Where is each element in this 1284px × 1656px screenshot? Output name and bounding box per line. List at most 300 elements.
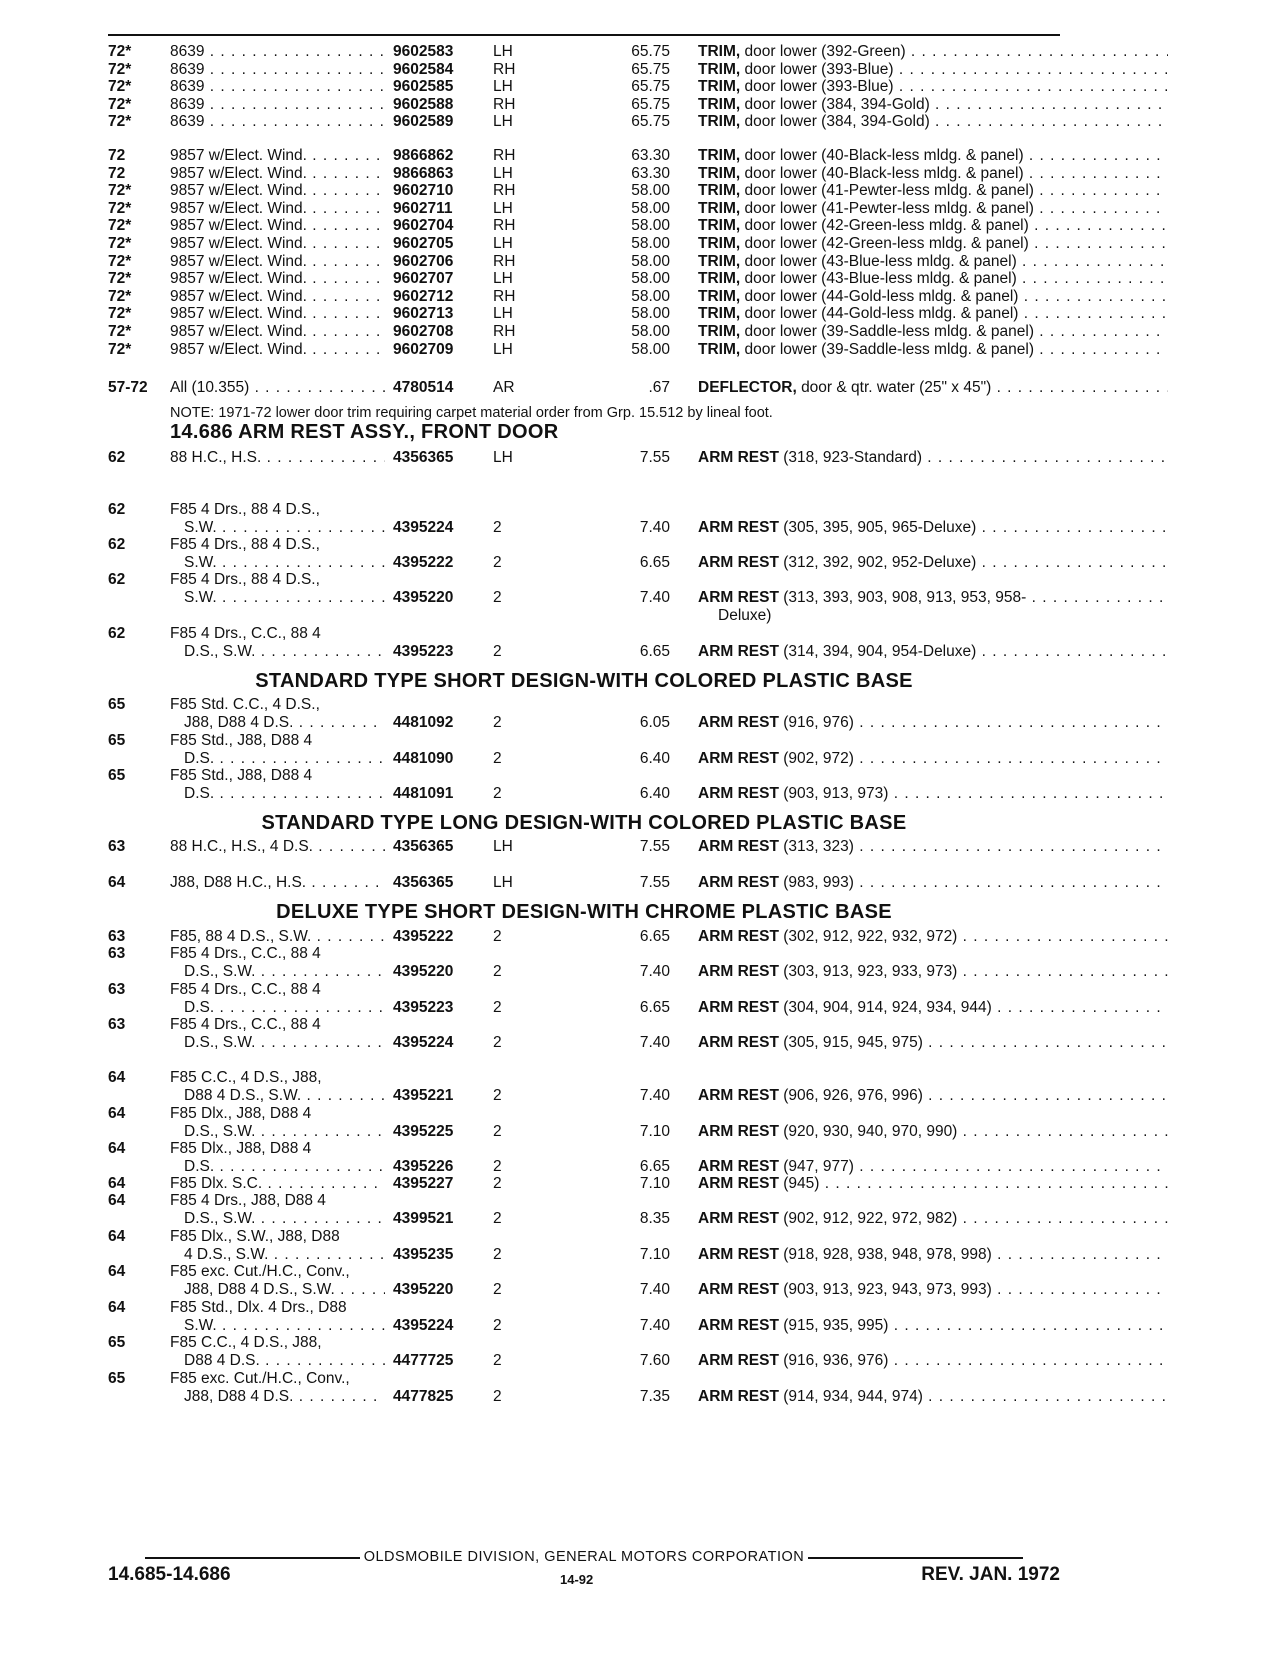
model-year: 72* [108,95,132,113]
application: 9857 w/Elect. Wind. . . . [170,269,385,289]
parts-row-continued [108,1369,1068,1389]
model-year: 72* [108,217,132,235]
part-number: 4395224 [393,1316,454,1334]
application: S.W. . . . [184,553,385,573]
part-number: 4356365 [393,449,454,466]
price: 6.40 [639,749,670,767]
parts-row-continued [108,1015,1068,1035]
application: 8639 . . . [170,95,385,115]
part-detail: door lower (42-Green-less mldg. & panel) [744,235,1029,252]
application: D88 4 D.S., S.W. . . . [184,1086,385,1106]
part-number: 4780514 [393,379,454,396]
quantity: 2 [493,928,502,945]
quantity: LH [493,449,513,466]
application: J88, D88 H.C., H.S. . . . [170,873,385,893]
description [698,873,1168,893]
part-number: 9602705 [393,235,454,252]
quantity: 2 [493,749,502,767]
application: 9857 w/Elect. Wind. . . . [170,252,385,272]
description [698,378,1168,398]
description [698,112,1168,132]
part-title: ARM REST [698,838,779,855]
part-number: 4395220 [393,589,454,606]
price: 6.05 [639,714,670,731]
part-title: ARM REST [698,1034,779,1051]
price: 7.40 [639,519,670,536]
application-line-1: F85 exc. Cut./H.C., Conv., [170,1263,350,1280]
quantity: LH [493,235,513,252]
quantity: LH [493,43,513,60]
part-number: 4395222 [393,554,454,571]
application-line-1: F85 exc. Cut./H.C., Conv., [170,1369,350,1387]
price: 7.35 [639,1387,670,1405]
part-title: ARM REST [698,1316,779,1334]
part-title: TRIM, [698,217,741,235]
part-title: ARM REST [698,554,779,571]
quantity: LH [493,340,513,358]
parts-row [108,340,1068,360]
application-line-1: F85 4 Drs., C.C., 88 4 [170,980,321,998]
note-text: NOTE: 1971-72 lower door trim requiring carpet material order from Grp. 15.512 by lineal foot. [170,405,773,421]
part-detail: door lower (393-Blue) [744,78,894,96]
parts-row-continued [108,1191,1068,1211]
model-year: 72* [108,340,132,358]
application-line-1: F85 4 Drs., 88 4 D.S., [170,571,320,588]
part-number: 9602706 [393,252,454,270]
part-title: ARM REST [698,1245,779,1263]
quantity: 2 [493,589,502,606]
part-title: TRIM, [698,147,741,164]
part-detail: (903, 913, 923, 943, 973, 993) [783,1281,992,1298]
application-line-1: F85 Dlx., J88, D88 4 [170,1104,312,1122]
price: 6.65 [639,1158,670,1175]
part-detail: (313, 393, 903, 908, 913, 953, 958- [783,589,1027,606]
description [698,448,1168,468]
part-detail: door lower (393-Blue) [744,60,894,78]
part-number: 4395220 [393,1281,454,1298]
model-year: 63 [108,980,126,998]
model-year: 72* [108,287,132,305]
part-detail: door lower (39-Saddle-less mldg. & panel) [744,340,1034,358]
price: 7.40 [639,589,670,606]
application-line-1: F85 Std., Dlx. 4 Drs., D88 [170,1298,347,1316]
quantity: RH [493,147,516,164]
part-title: ARM REST [698,1210,779,1227]
model-year: 72* [108,113,132,131]
model-year: 64 [108,1298,126,1316]
parts-row-continued [108,695,1068,715]
parts-row [108,378,1068,398]
parts-row [108,837,1068,857]
part-title: TRIM, [698,305,741,323]
application: J88, D88 4 D.S., S.W. . . . [184,1280,385,1300]
part-detail: door lower (44-Gold-less mldg. & panel) [744,305,1019,323]
model-year: 64 [108,1263,126,1280]
part-title: ARM REST [698,928,779,945]
quantity: LH [493,199,513,217]
parts-row-continued [108,1068,1068,1088]
quantity: 2 [493,1158,502,1175]
quantity: LH [493,270,513,288]
application-line-1: F85 Dlx., S.W., J88, D88 [170,1227,340,1245]
part-number: 4395221 [393,1087,454,1104]
parts-row-continued [108,1104,1068,1124]
part-detail: door & qtr. water (25" x 45") [801,379,992,396]
application: J88, D88 4 D.S. . . . [184,1387,385,1407]
part-detail: (304, 904, 914, 924, 934, 944) [783,998,992,1016]
quantity: 2 [493,785,502,802]
application: S.W. . . . [184,518,385,538]
price: 65.75 [631,95,670,113]
quantity: RH [493,182,516,200]
application: 9857 w/Elect. Wind. . . . [170,164,385,184]
part-title: TRIM, [698,270,741,288]
part-detail: (983, 993) [783,874,854,891]
quantity: 2 [493,554,502,571]
part-title: TRIM, [698,182,741,200]
quantity: RH [493,323,516,340]
price: 58.00 [631,235,670,252]
part-detail: door lower (43-Blue-less mldg. & panel) [744,270,1017,288]
quantity: AR [493,379,515,396]
part-number: 9602589 [393,113,454,131]
application: F85, 88 4 D.S., S.W. . . . [170,927,385,947]
part-detail: (313, 323) [783,838,854,855]
part-title: TRIM, [698,199,741,217]
part-title: ARM REST [698,1352,779,1369]
application-line-1: F85 4 Drs., 88 4 D.S., [170,501,320,518]
parts-row-continued [108,1333,1068,1353]
application-line-1: F85 4 Drs., C.C., 88 4 [170,1016,321,1033]
part-title: TRIM, [698,113,741,131]
footer-group-range: 14.685-14.686 [108,1564,231,1585]
part-detail: door lower (44-Gold-less mldg. & panel) [744,287,1019,305]
part-number: 4481091 [393,785,454,802]
description [698,837,1168,857]
application: D.S. . . . [184,784,385,804]
part-title: ARM REST [698,519,779,536]
price: 6.65 [639,554,670,571]
model-year: 72* [108,235,132,252]
model-year: 72* [108,60,132,78]
application: 9857 w/Elect. Wind. . . . [170,199,385,219]
parts-row [108,1033,1068,1053]
part-title: DEFLECTOR, [698,379,797,396]
part-detail: (902, 972) [783,749,854,767]
description-line-2: Deluxe) [718,607,772,624]
application: 9857 w/Elect. Wind. . . . [170,146,385,166]
application: 8639 . . . [170,112,385,132]
part-number: 9602713 [393,305,454,323]
description [698,1033,1168,1053]
parts-row-continued [108,980,1068,1000]
part-detail: (906, 926, 976, 996) [783,1087,923,1104]
model-year: 62 [108,571,126,588]
part-detail: door lower (40-Black-less mldg. & panel) [744,164,1024,182]
application: 9857 w/Elect. Wind. . . . [170,304,385,324]
parts-row-continued [108,570,1068,590]
parts-row-continued [108,535,1068,555]
parts-row-continued [108,944,1068,964]
parts-row [108,112,1068,132]
part-detail: (947, 977) [783,1158,854,1175]
model-year: 72* [108,252,132,270]
application: D.S. . . . [184,1157,385,1177]
quantity: RH [493,60,516,78]
part-detail: door lower (392-Green) [744,43,906,60]
model-year: 72 [108,164,126,182]
part-title: ARM REST [698,785,779,802]
part-title: TRIM, [698,252,741,270]
price: 58.00 [631,340,670,358]
application: D.S. . . . [184,998,385,1018]
part-detail: (915, 935, 995) [783,1316,889,1334]
model-year: 72 [108,147,126,164]
price: 65.75 [631,43,670,60]
model-year: 72* [108,305,132,323]
part-number: 4399521 [393,1210,454,1227]
application: 9857 w/Elect. Wind. . . . [170,287,385,307]
part-number: 4395226 [393,1158,454,1175]
parts-row-continued [108,624,1068,644]
part-title: ARM REST [698,749,779,767]
part-detail: door lower (384, 394-Gold) [744,95,930,113]
part-number: 9602585 [393,78,454,96]
quantity: LH [493,305,513,323]
application: 9857 w/Elect. Wind. . . . [170,322,385,342]
part-number: 9602710 [393,182,454,200]
part-detail: door lower (43-Blue-less mldg. & panel) [744,252,1017,270]
model-year: 63 [108,945,126,962]
part-title: ARM REST [698,1281,779,1298]
part-number: 4395227 [393,1175,454,1192]
model-year: 62 [108,625,126,642]
model-year: 64 [108,1140,126,1157]
part-title: TRIM, [698,164,741,182]
application-line-1: F85 4 Drs., C.C., 88 4 [170,625,321,642]
part-number: 9602711 [393,199,453,217]
quantity: RH [493,217,516,235]
part-number: 4481092 [393,714,454,731]
application-line-1: F85 Dlx., J88, D88 4 [170,1140,312,1157]
application: 8639 . . . [170,42,385,62]
part-detail: (903, 913, 973) [783,785,889,802]
parts-row [108,1387,1068,1407]
part-detail: (302, 912, 922, 932, 972) [783,928,958,945]
application: D.S., S.W. . . . [184,1209,385,1229]
part-detail: (920, 930, 940, 970, 990) [783,1122,958,1140]
quantity: RH [493,287,516,305]
part-number: 9602584 [393,60,454,78]
price: 6.65 [639,928,670,945]
part-title: ARM REST [698,963,779,980]
part-title: TRIM, [698,287,741,305]
part-title: ARM REST [698,998,779,1016]
application: 88 H.C., H.S. . . . [170,448,385,468]
part-number: 9602708 [393,323,454,340]
model-year: 65 [108,696,126,713]
part-detail: (914, 934, 944, 974) [783,1387,923,1405]
application: S.W. . . . [184,588,385,608]
part-detail: (305, 915, 945, 975) [783,1034,923,1051]
model-year: 63 [108,1016,126,1033]
description-continued [108,606,1068,626]
application: 9857 w/Elect. Wind. . . . [170,234,385,254]
part-title: TRIM, [698,95,741,113]
quantity: 2 [493,1316,502,1334]
part-number: 4395235 [393,1245,454,1263]
model-year: 64 [108,1192,126,1209]
part-title: ARM REST [698,589,779,606]
application: 9857 w/Elect. Wind. . . . [170,181,385,201]
application: 9857 w/Elect. Wind. . . . [170,340,385,360]
part-detail: door lower (42-Green-less mldg. & panel) [744,217,1029,235]
application: 88 H.C., H.S., 4 D.S. . . . [170,837,385,857]
quantity: 2 [493,1281,502,1298]
application: D.S., S.W. . . . [184,642,385,662]
price: 58.00 [631,199,670,217]
part-title: TRIM, [698,235,741,252]
part-detail: (314, 394, 904, 954-Deluxe) [783,643,977,660]
model-year: 62 [108,449,126,466]
part-detail: (312, 392, 902, 952-Deluxe) [783,554,977,571]
price: 58.00 [631,217,670,235]
application: D.S., S.W. . . . [184,1033,385,1053]
quantity: 2 [493,963,502,980]
part-title: TRIM, [698,43,741,60]
footer-company: OLDSMOBILE DIVISION, GENERAL MOTORS CORPORATION [108,1549,1060,1565]
part-title: ARM REST [698,1122,779,1140]
model-year: 64 [108,1175,126,1192]
part-number: 9866863 [393,164,454,182]
part-number: 4395220 [393,963,454,980]
application: 8639 . . . [170,60,385,80]
description [698,642,1168,662]
application: S.W. . . . [184,1316,385,1336]
model-year: 64 [108,1104,126,1122]
part-detail: door lower (41-Pewter-less mldg. & panel) [744,199,1034,217]
application: D.S., S.W. . . . [184,962,385,982]
model-year: 62 [108,501,126,518]
price: 8.35 [639,1210,670,1227]
model-year: 64 [108,874,126,891]
quantity: 2 [493,1122,502,1140]
part-title: ARM REST [698,643,779,660]
price: 7.40 [639,963,670,980]
part-number: 4395222 [393,928,454,945]
part-number: 4395223 [393,643,454,660]
model-year: 63 [108,838,126,855]
part-detail: (303, 913, 923, 933, 973) [783,963,958,980]
part-detail: door lower (384, 394-Gold) [744,113,930,131]
parts-row-continued [108,1139,1068,1159]
model-year: 72* [108,182,132,200]
price: 58.00 [631,287,670,305]
price: 7.55 [639,449,670,466]
price: .67 [648,379,670,396]
quantity: 2 [493,1175,502,1192]
footer-revision: REV. JAN. 1972 [921,1564,1060,1585]
application-line-1: F85 C.C., 4 D.S., J88, [170,1069,322,1086]
price: 63.30 [631,147,670,164]
heading-deluxe-short: DELUXE TYPE SHORT DESIGN-WITH CHROME PLASTIC BASE [276,901,892,923]
price: 7.40 [639,1087,670,1104]
parts-row-continued [108,500,1068,520]
part-title: ARM REST [698,1158,779,1175]
part-title: ARM REST [698,449,779,466]
application: All (10.355) . . . [170,378,385,398]
parts-row [108,588,1068,608]
model-year: 64 [108,1227,126,1245]
part-detail: door lower (39-Saddle-less mldg. & panel) [744,323,1034,340]
description [698,1387,1168,1407]
application: D.S. . . . [184,749,385,769]
part-number: 9602588 [393,95,454,113]
application-line-1: F85 4 Drs., 88 4 D.S., [170,536,320,553]
parts-row-continued [108,1298,1068,1318]
quantity: 2 [493,998,502,1016]
price: 7.40 [639,1316,670,1334]
model-year: 65 [108,1369,126,1387]
application-line-1: F85 Std. C.C., 4 D.S., [170,696,320,713]
model-year: 64 [108,1069,126,1086]
model-year: 72* [108,323,132,340]
part-detail: (318, 923-Standard) [783,449,922,466]
application-line-1: F85 4 Drs., J88, D88 4 [170,1192,326,1209]
price: 58.00 [631,252,670,270]
parts-row-continued [108,1227,1068,1247]
part-number: 9602712 [393,287,454,305]
note-row [108,403,1068,423]
quantity: 2 [493,519,502,536]
model-year: 65 [108,1334,126,1351]
footer-page-number: 14-92 [560,1572,594,1587]
quantity: 2 [493,1352,502,1369]
quantity: 2 [493,714,502,731]
description [698,588,1168,608]
part-detail: (902, 912, 922, 972, 982) [783,1210,958,1227]
part-detail: (305, 395, 905, 965-Deluxe) [783,519,977,536]
price: 58.00 [631,182,670,200]
price: 65.75 [631,60,670,78]
part-detail: door lower (40-Black-less mldg. & panel) [744,147,1024,164]
part-title: ARM REST [698,714,779,731]
part-detail: (918, 928, 938, 948, 978, 998) [783,1245,992,1263]
quantity: 2 [493,1087,502,1104]
application: D88 4 D.S. . . . [184,1351,385,1371]
application: 4 D.S., S.W. . . . [184,1245,385,1265]
part-number: 4356365 [393,874,454,891]
price: 6.40 [639,785,670,802]
price: 6.65 [639,998,670,1016]
part-detail: (945) [783,1175,820,1192]
price: 7.40 [639,1281,670,1298]
price: 7.10 [639,1245,670,1263]
application-line-1: F85 C.C., 4 D.S., J88, [170,1334,322,1351]
part-number: 4356365 [393,838,454,855]
part-number: 9602709 [393,340,454,358]
quantity: 2 [493,643,502,660]
quantity: LH [493,78,513,96]
part-number: 4477725 [393,1352,454,1369]
description [698,340,1168,360]
price: 63.30 [631,164,670,182]
model-year: 65 [108,767,126,784]
price: 7.40 [639,1034,670,1051]
application: J88, D88 4 D.S. . . . [184,713,385,733]
price: 65.75 [631,113,670,131]
quantity: RH [493,252,516,270]
